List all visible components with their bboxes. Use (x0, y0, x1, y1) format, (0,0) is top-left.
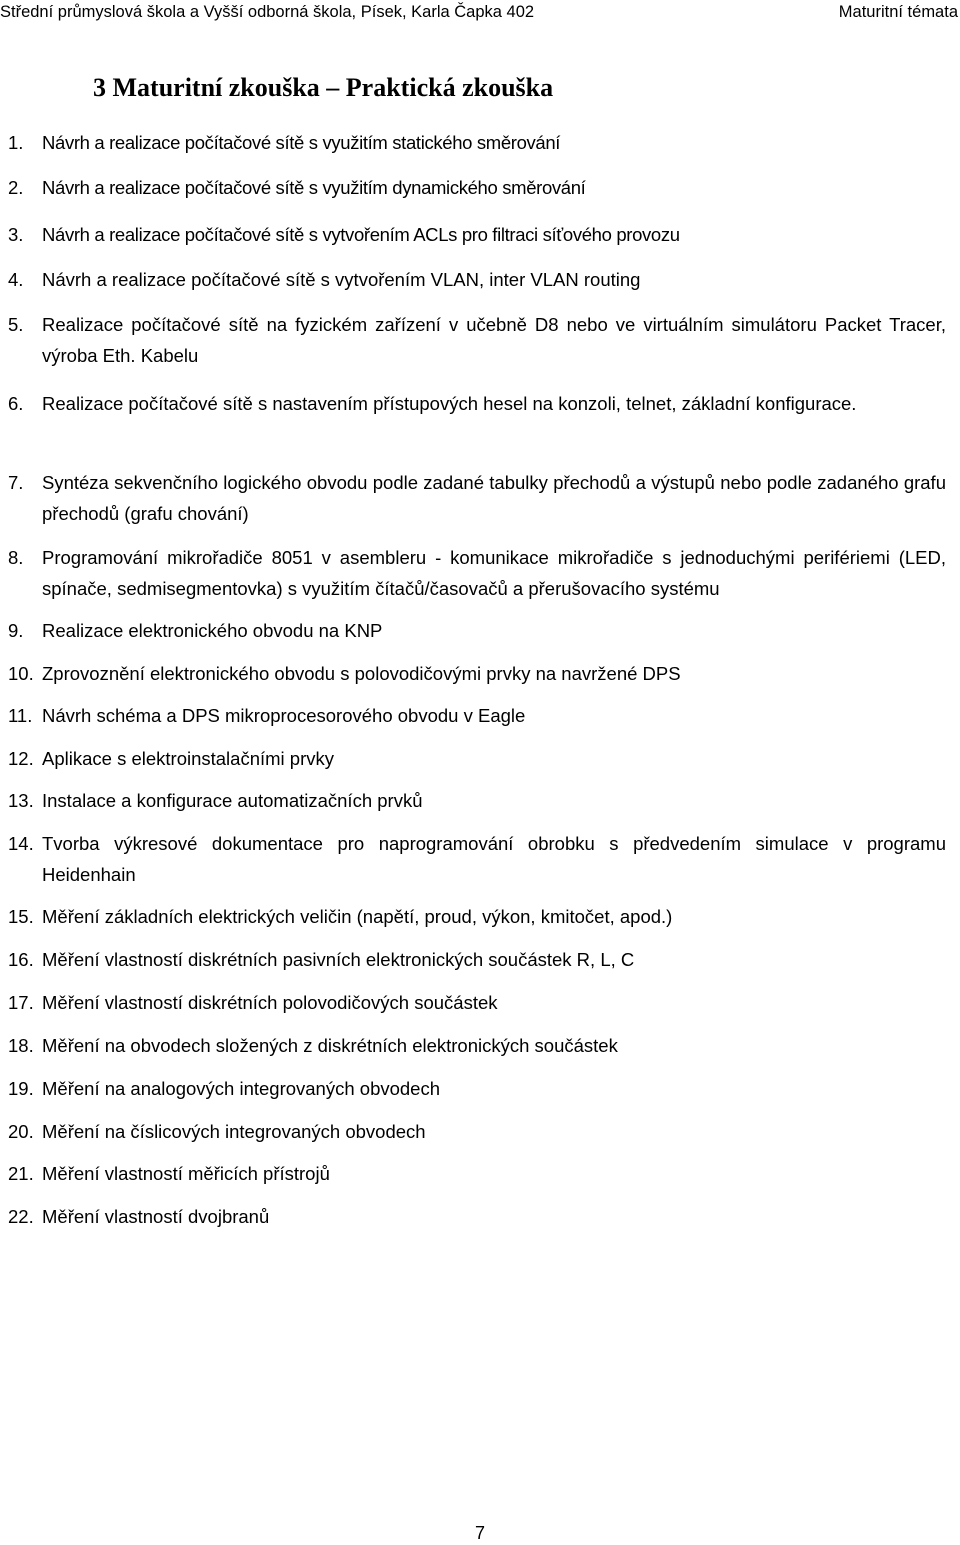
item-number: 14. (8, 833, 34, 854)
item-text: Instalace a konfigurace automatizačních prvků (42, 790, 423, 811)
item-text: Návrh a realizace počítačové sítě s využitím dynamického směrování (42, 177, 586, 198)
item-text: Návrh schéma a DPS mikroprocesorového obvodu v Eagle (42, 705, 526, 726)
item-number: 12. (8, 748, 34, 769)
item-number: 8. (8, 547, 24, 568)
page-number: 7 (474, 1523, 485, 1543)
item-text: Syntéza sekvenčního logického obvodu podle zadané tabulky přechodů a výstupů nebo podle zadaného grafu přechodů (grafu chování) (42, 472, 946, 524)
header-document-type: Maturitní témata (838, 3, 958, 21)
item-text: Návrh a realizace počítačové sítě s využitím statického směrování (42, 132, 561, 153)
item-text: Tvorba výkresové dokumentace pro naprogramování obrobku s předvedením simulace v programu Heidenhain (42, 833, 946, 885)
item-number: 3. (8, 224, 24, 245)
item-number: 13. (8, 790, 34, 811)
item-text: Návrh a realizace počítačové sítě s vytvořením ACLs pro filtraci síťového provozu (42, 224, 680, 245)
item-text: Realizace elektronického obvodu na KNP (42, 620, 383, 641)
item-number: 7. (8, 472, 24, 493)
item-text: Měření na obvodech složených z diskrétních elektronických součástek (42, 1035, 618, 1056)
item-text: Návrh a realizace počítačové sítě s vytvořením VLAN, inter VLAN routing (42, 269, 641, 290)
item-number: 16. (8, 949, 34, 970)
item-text: Aplikace s elektroinstalačními prvky (42, 748, 334, 769)
item-text: Měření vlastností dvojbranů (42, 1206, 270, 1227)
item-text: Zprovoznění elektronického obvodu s polovodičovými prvky na navržené DPS (42, 663, 681, 684)
item-number: 2. (8, 177, 24, 198)
item-number: 9. (8, 620, 24, 641)
item-number: 5. (8, 314, 24, 335)
item-number: 11. (8, 705, 33, 726)
item-text: Realizace počítačové sítě na fyzickém zařízení v učebně D8 nebo ve virtuálním simulátoru Packet Tracer, výroba Eth. Kabelu (42, 314, 946, 366)
item-text: Realizace počítačové sítě s nastavením přístupových hesel na konzoli, telnet, základní konfigurace. (42, 393, 857, 414)
item-number: 20. (8, 1121, 34, 1142)
section-heading: 3 Maturitní zkouška – Praktická zkouška (93, 73, 554, 102)
item-number: 4. (8, 269, 24, 290)
item-text: Měření vlastností měřicích přístrojů (42, 1163, 330, 1184)
item-number: 22. (8, 1206, 34, 1227)
item-text: Měření na číslicových integrovaných obvodech (42, 1121, 426, 1142)
item-number: 19. (8, 1078, 34, 1099)
item-number: 17. (8, 992, 34, 1013)
item-number: 18. (8, 1035, 34, 1056)
item-number: 21. (8, 1163, 34, 1184)
header-school-name: Střední průmyslová škola a Vyšší odborná škola, Písek, Karla Čapka 402 (0, 3, 535, 21)
page-header (0, 0, 960, 26)
item-text: Měření na analogových integrovaných obvodech (42, 1078, 441, 1099)
item-number: 15. (8, 906, 34, 927)
item-text: Měření vlastností diskrétních pasivních elektronických součástek R, L, C (42, 949, 635, 970)
item-number: 10. (8, 663, 34, 684)
item-text: Měření vlastností diskrétních polovodičových součástek (42, 992, 498, 1013)
item-text: Měření základních elektrických veličin (napětí, proud, výkon, kmitočet, apod.) (42, 906, 673, 927)
item-text: Programování mikrořadiče 8051 v asembleru - komunikace mikrořadiče s jednoduchými perifériemi (LED, spínače, sedmisegmentovka) s využitím čítačů/časovačů a přerušovacího systému (42, 547, 946, 599)
item-number: 1. (8, 132, 24, 153)
item-number: 6. (8, 393, 24, 414)
